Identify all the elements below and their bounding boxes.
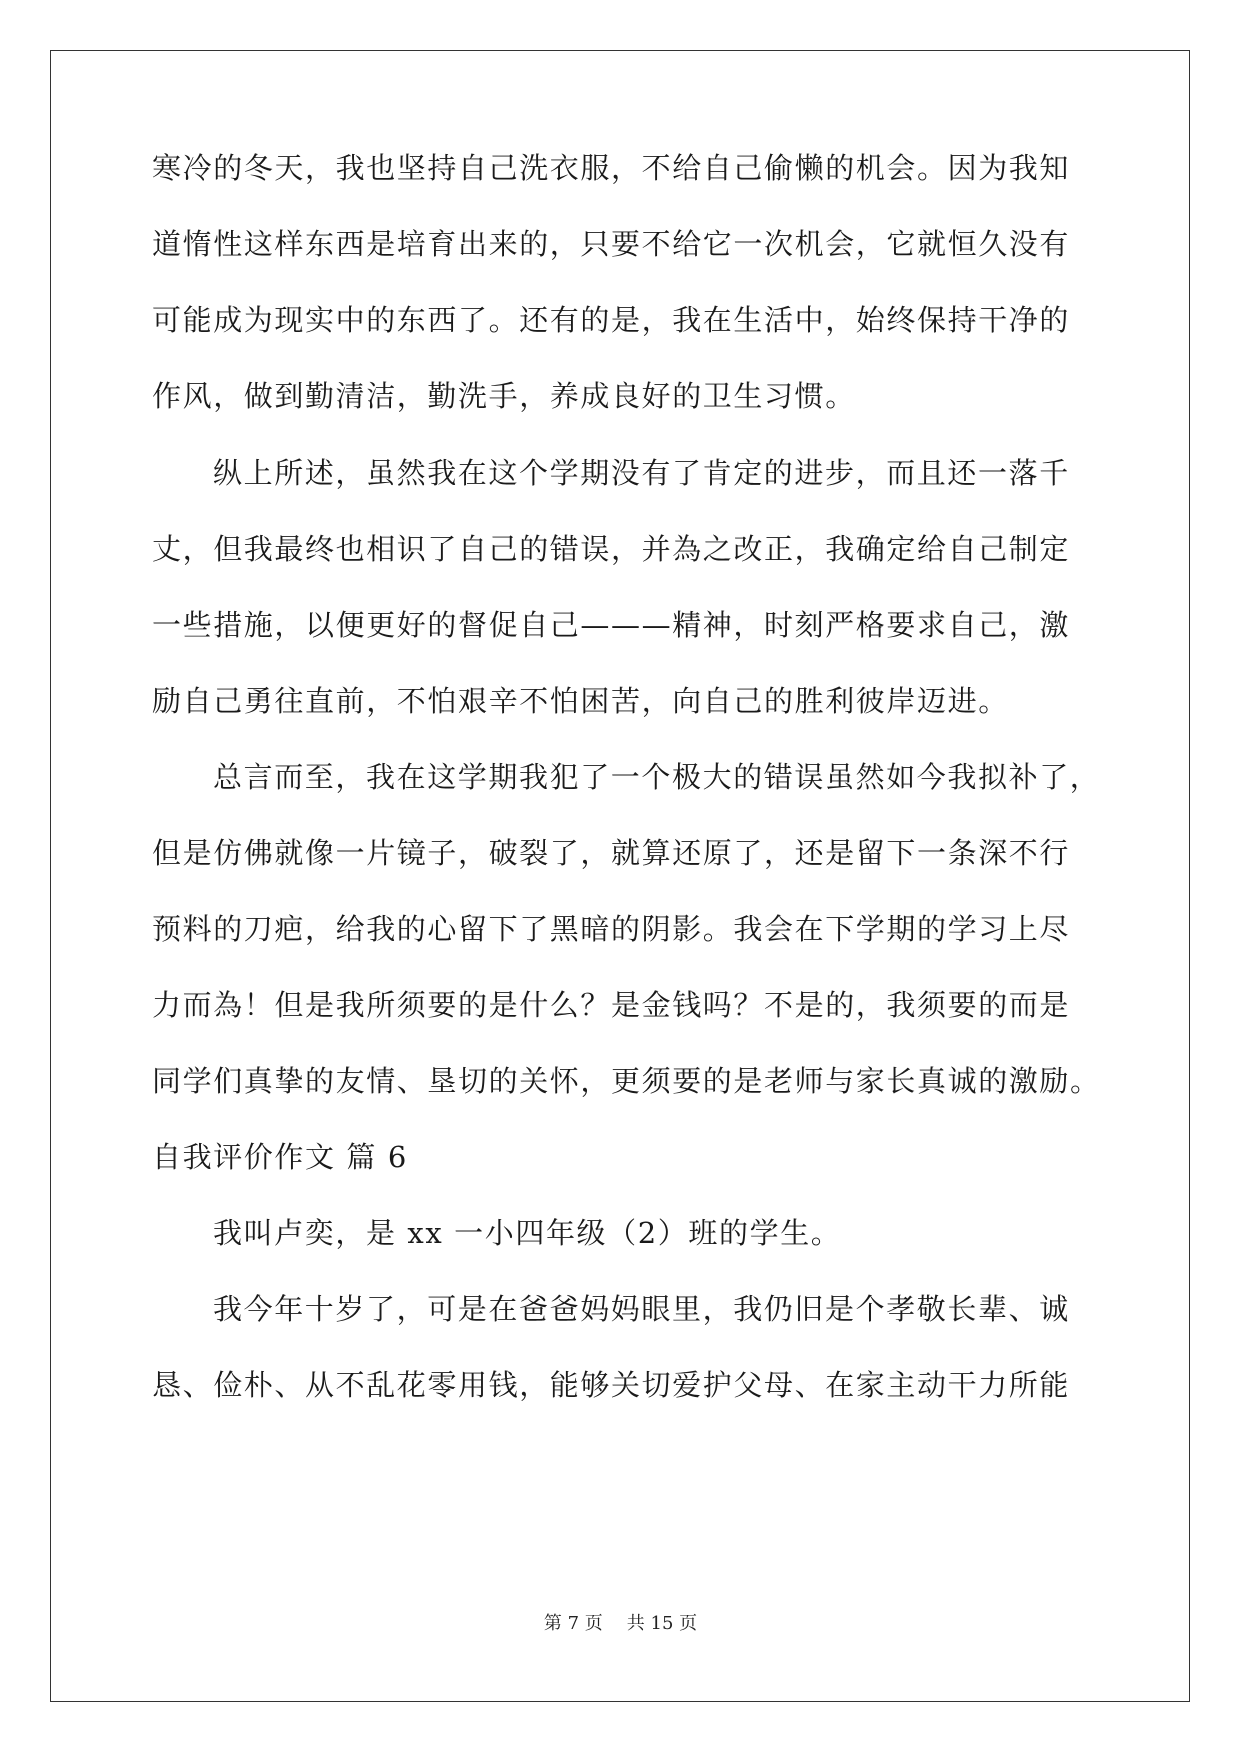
paragraph-line: 恳、俭朴、从不乱花零用钱，能够关切爱护父母、在家主动干力所能 xyxy=(152,1368,1071,1402)
section-heading: 自我评价作文 篇 6 xyxy=(152,1140,408,1174)
page-footer xyxy=(0,1612,1241,1636)
paragraph-line: 同学们真挚的友情、垦切的关怀，更须要的是老师与家长真诚的激励。 xyxy=(152,1064,1101,1098)
paragraph-line: 励自己勇往直前，不怕艰辛不怕困苦，向自己的胜利彼岸迈进。 xyxy=(152,684,1009,718)
paragraph-line: 作风，做到勤清洁，勤洗手，养成良好的卫生习惯。 xyxy=(152,379,856,413)
paragraph-line: 寒冷的冬天，我也坚持自己洗衣服，不给自己偷懒的机会。因为我知 xyxy=(152,151,1071,185)
paragraph-line: 我今年十岁了，可是在爸爸妈妈眼里，我仍旧是个孝敬长辈、诚 xyxy=(213,1292,1070,1326)
paragraph-line: 总言而至，我在这学期我犯了一个极大的错误虽然如今我拟补了， xyxy=(213,760,1101,794)
paragraph-line: 我叫卢奕，是 xx 一小四年级（2）班的学生。 xyxy=(213,1216,842,1250)
paragraph-line: 道惰性这样东西是培育出来的，只要不给它一次机会，它就恒久没有 xyxy=(152,227,1071,261)
page-total: 共 15 页 xyxy=(626,1613,698,1634)
paragraph-line: 丈，但我最终也相识了自己的错误，并為之改正，我确定给自己制定 xyxy=(152,532,1071,566)
page-number: 第 7 页 xyxy=(543,1613,603,1634)
page-border xyxy=(50,50,1190,1702)
paragraph-line: 纵上所述，虽然我在这个学期没有了肯定的进步，而且还一落千 xyxy=(213,456,1070,490)
paragraph-line: 力而為！但是我所须要的是什么？是金钱吗？不是的，我须要的而是 xyxy=(152,988,1071,1022)
paragraph-line: 一些措施，以便更好的督促自己———精神，时刻严格要求自己，激 xyxy=(152,608,1071,642)
paragraph-line: 预料的刀疤，给我的心留下了黑暗的阴影。我会在下学期的学习上尽 xyxy=(152,912,1071,946)
paragraph-line: 可能成为现实中的东西了。还有的是，我在生活中，始终保持干净的 xyxy=(152,303,1071,337)
paragraph-line: 但是仿佛就像一片镜子，破裂了，就算还原了，还是留下一条深不行 xyxy=(152,836,1071,870)
